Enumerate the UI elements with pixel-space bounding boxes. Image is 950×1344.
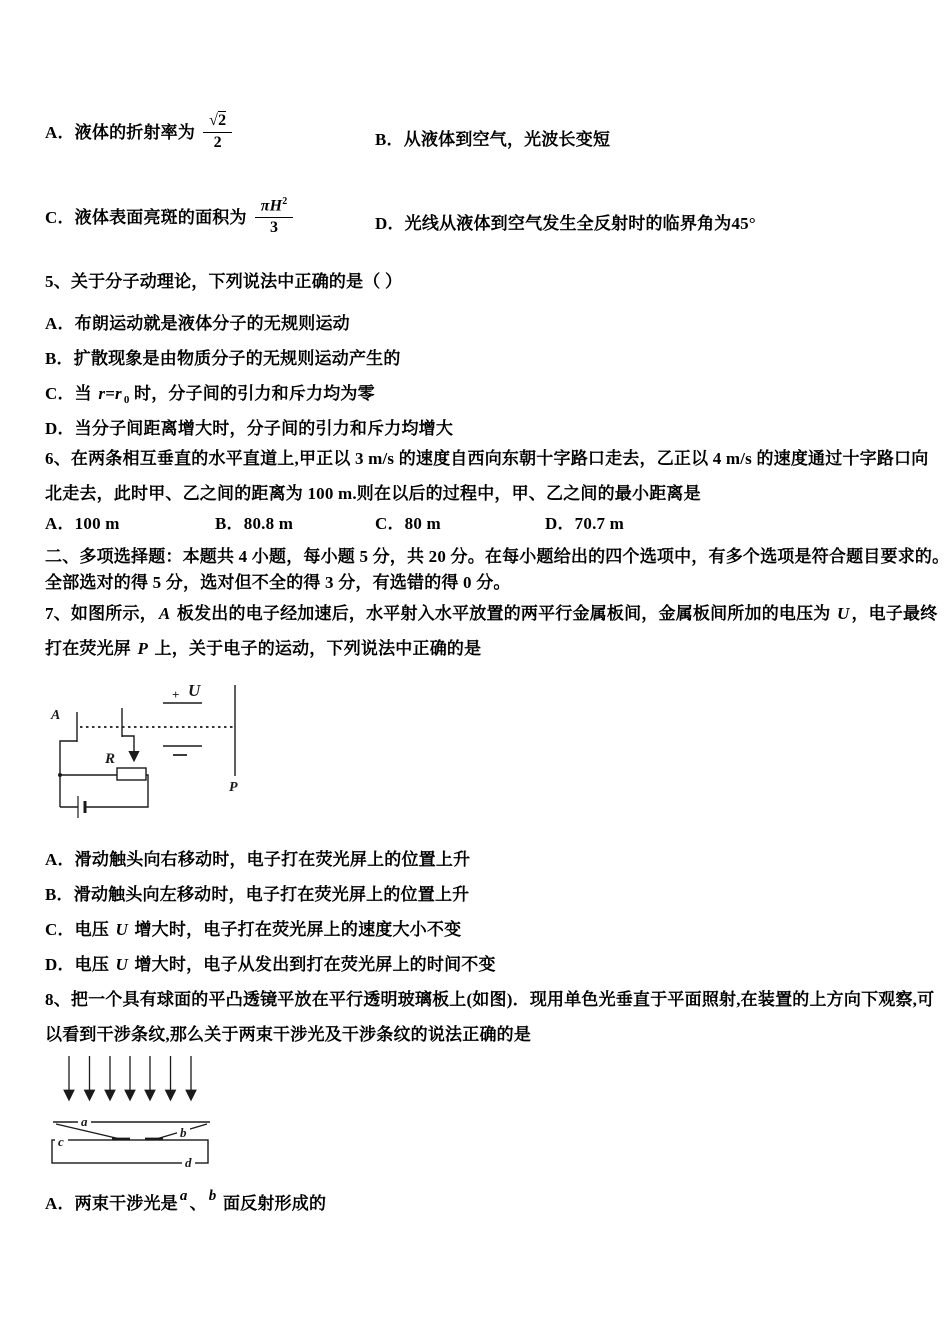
q8-stem-line2: 以看到干涉条纹,那么关于两束干涉光及干涉条纹的说法正确的是	[45, 1025, 532, 1044]
plate-a-ref: A	[158, 604, 171, 623]
q7-stem2-text2: 上，关于电子的运动，下列说法中正确的是	[150, 639, 482, 658]
q4-option-d: D．光线从液体到空气发生全反射时的临界角为45°	[375, 214, 756, 233]
q5-option-d: D．当分子间距离增大时，分子间的引力和斥力均增大	[45, 419, 454, 438]
screen-label: P	[229, 780, 238, 795]
q8-lens-diagram	[48, 1052, 218, 1172]
q7-stem2-text1: 打在荧光屏	[45, 639, 136, 658]
denominator: 3	[269, 219, 279, 237]
q7-stem1-text3: ，电子最终	[851, 604, 938, 623]
junction-dot	[58, 773, 62, 777]
q6-stem-line1: 6、在两条相互垂直的水平直道上,甲正以 3 m/s 的速度自西向东朝十字路口走去，乙正以 4 m/s 的速度通过十字路口向	[45, 449, 929, 468]
q7-option-c-text2: 增大时，电子打在荧光屏上的速度大小不变	[130, 920, 462, 939]
surface-a-ref: a	[179, 1188, 188, 1204]
voltage-u-ref: U	[115, 920, 129, 939]
left-rail-wire	[60, 741, 77, 807]
screen-p-ref: P	[137, 639, 149, 658]
q7-option-d	[45, 953, 496, 976]
q4-option-c	[45, 196, 293, 238]
numerator: πH	[260, 197, 283, 215]
q5-stem: 5、关于分子动理论，下列说法中正确的是（ ）	[45, 272, 403, 291]
surface-b-ref: b	[208, 1188, 217, 1204]
section2-header-line1: 二、多项选择题：本题共 4 小题，每小题 5 分，共 20 分。在每小题给出的四个选项中，有多个选项是符合题目要求的。	[45, 547, 950, 566]
curved-surface-label: b	[180, 1125, 187, 1140]
plate-bottom-label: d	[185, 1155, 192, 1170]
voltage-u-ref: U	[836, 604, 850, 623]
q7-stem1-text1: 7、如图所示，	[45, 604, 157, 623]
wiper-wire	[122, 736, 134, 760]
variable-r: r=r	[98, 384, 122, 403]
q8-option-a-separator: 、	[189, 1194, 207, 1213]
q6-option-a: A．100 m	[45, 514, 120, 533]
q7-option-c	[45, 918, 461, 941]
q7-stem1-text2: 板发出的电子经加速后，水平射入水平放置的两平行金属板间，金属板间所加的电压为	[172, 604, 835, 623]
q5-option-a: A．布朗运动就是液体分子的无规则运动	[45, 314, 350, 333]
voltage-label: U	[188, 681, 201, 700]
flat-top-label: a	[81, 1114, 88, 1129]
q7-option-c-text1: C．电压	[45, 920, 114, 939]
q7-stem-line1	[45, 602, 937, 625]
resistor-label: R	[105, 751, 116, 767]
q7-option-a: A．滑动触头向右移动时，电子打在荧光屏上的位置上升	[45, 850, 471, 869]
q4-option-a	[45, 112, 232, 153]
q7-option-d-text2: 增大时，电子从发出到打在荧光屏上的时间不变	[130, 955, 496, 974]
q8-stem-line1: 8、把一个具有球面的平凸透镜平放在平行透明玻璃板上(如图)．现用单色光垂直于平面照射,在装置的上方向下观察,可	[45, 990, 935, 1009]
q4-option-c-fraction	[255, 196, 294, 238]
q7-option-d-text1: D．电压	[45, 955, 114, 974]
q8-option-a	[45, 1188, 327, 1217]
section2-header-line2: 全部选对的得 5 分，选对但不全的得 3 分，有选错的得 0 分。	[45, 573, 511, 592]
q6-option-c: C．80 m	[375, 514, 441, 533]
q6-option-d: D．70.7 m	[545, 514, 625, 533]
q4-option-b: B．从液体到空气，光波长变短	[375, 130, 611, 149]
q8-option-a-text1: A．两束干涉光是	[45, 1194, 178, 1213]
incident-light-arrows	[69, 1056, 191, 1099]
plus-sign: +	[172, 687, 180, 702]
q7-circuit-diagram	[35, 668, 257, 833]
q7-option-b: B．滑动触头向左移动时，电子打在荧光屏上的位置上升	[45, 885, 470, 904]
q5-option-c-text1: C．当	[45, 384, 97, 403]
voltage-u-ref: U	[115, 955, 129, 974]
anode-label: A	[51, 708, 61, 723]
q6-stem-line2: 北走去，此时甲、乙之间的距离为 100 m.则在以后的过程中，甲、乙之间的最小距离是	[45, 484, 701, 503]
numerator-exponent: 2	[282, 196, 288, 207]
q8-option-a-text2: 面反射形成的	[218, 1194, 327, 1213]
q5-option-c	[45, 382, 375, 412]
q4-option-a-fraction	[203, 112, 232, 153]
q7-stem-line2	[45, 637, 481, 660]
q4-option-c-text: C．液体表面亮斑的面积为	[45, 207, 247, 227]
plate-top-label: c	[58, 1134, 64, 1149]
radicand: 2	[218, 112, 227, 129]
q5-option-c-text2: 时，分子间的引力和斥力均为零	[129, 384, 375, 403]
denominator: 2	[213, 133, 222, 151]
q4-option-a-text: A．液体的折射率为	[45, 122, 196, 142]
potentiometer-box	[117, 768, 146, 780]
subscript-zero: 0	[123, 394, 130, 406]
q5-option-b: B．扩散现象是由物质分子的无规则运动产生的	[45, 349, 401, 368]
q6-option-b: B．80.8 m	[215, 514, 294, 533]
radical-sign: √	[209, 112, 219, 129]
